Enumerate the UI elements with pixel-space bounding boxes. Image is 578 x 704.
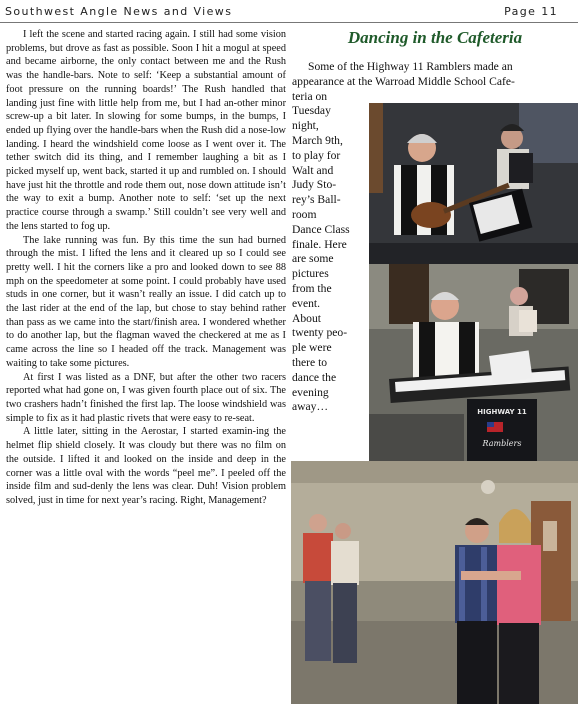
- intro-line: are some: [292, 252, 334, 266]
- paragraph: The lake running was fun. By this time the sun had burned through the mist. I lifted the lens and it cleared up so I could see pretty well. I hit the corners like a pro and looked down to see 88 mph on the speedometer at some point. I could probably have used studs in one corner, but it wasn’t really an issue. I did catch up to the last rider at the end of the lap, but chose to stay behind rather than pass as we came into the start/finish area. I wondered whether to do another lap, but the flagman waved the checkered at me as I came across the line so I headed off the track. Management was waiting to take some pictures.: [6, 234, 286, 369]
- intro-line: Tuesday: [292, 104, 331, 118]
- intro-line: Dance Class: [292, 222, 350, 236]
- intro-line: pictures: [292, 267, 329, 281]
- page-number: Page 11: [504, 5, 558, 18]
- intro-line: there to: [292, 355, 328, 369]
- photo-band-keyboardist: [369, 264, 578, 461]
- photo-dancers: [291, 461, 578, 704]
- banner-text-line1: HIGHWAY 11: [477, 408, 527, 416]
- page-header: [0, 0, 578, 23]
- left-column-article: [6, 28, 286, 508]
- intro-line: ple were: [292, 341, 332, 355]
- paragraph: I left the scene and started racing again. I still had some vision problems, but drove as fast as possible. Soon I hit a mogul at speed and became airborne, the only contact between me and the Rush was the handle-bars. Note to self: ‘Keep a substantial amount of foot pressure on the running boards!’ The Rush handled that landing just fine with little help from me, but I had an-other minor screw-up a bit later. In slowing for some bumps, in the bumps, I ended up flying over the handle-bars when the Rush did a nose-low landing. I heard the windshield come loose as I went over it. The tether switch did its thing, and I remember laughing a bit as I picked myself up, went back, started it up and rumbled on. I should have just hit the throttle and rode them out, nose down attitude isn’t the way to exit a bump. Another note to self: ‘set up the next practice course through a swamp.’ Still couldn’t see very well and the lens started to fog up.: [6, 29, 286, 232]
- photo-band-guitarist: [369, 103, 578, 264]
- intro-line: About: [292, 311, 321, 325]
- intro-line: Walt and: [292, 163, 334, 177]
- intro-line: room: [292, 207, 317, 221]
- intro-line: from the: [292, 281, 332, 295]
- intro-line: event.: [292, 296, 321, 310]
- intro-line: rey’s Ball-: [292, 193, 341, 207]
- intro-line: teria on: [292, 89, 328, 103]
- intro-line: twenty peo-: [292, 326, 348, 340]
- banner-text-line2: Ramblers: [482, 439, 522, 448]
- paragraph: A little later, sitting in the Aerostar, I started examin-ing the helmet flip shield closely. It was cloudy but there was no film on the outside. I lifted it and looked on the inside and deep in the corner was a little oval with the words “peel me”. I peeled off the inside film and sud-denly the lens was clear. Duh! Vision problem solved, just in time for next year’s racing. Right, Management?: [6, 426, 286, 506]
- intro-line: to play for: [292, 148, 341, 162]
- intro-line: Some of the Highway 11 Ramblers made an: [308, 60, 513, 73]
- paragraph: At first I was listed as a DNF, but after the other two racers reported what had gone on, I was given fourth place out of six. The two crashers hadn’t finished the first lap. The loose windshield was simple to fix as it had plastic rivets that were easy to re-seat.: [6, 371, 286, 424]
- intro-line: Judy Sto-: [292, 178, 337, 192]
- publication-title: Southwest Angle News and Views: [5, 5, 233, 18]
- article-headline: Dancing in the Cafeteria: [347, 28, 523, 47]
- photo-dancers-image: [291, 461, 578, 704]
- intro-line: dance the: [292, 370, 337, 384]
- intro-line: appearance at the Warroad Middle School Cafe-: [292, 74, 515, 88]
- photo-band-guitarist-image: [369, 103, 578, 264]
- intro-line: finale. Here: [292, 237, 347, 251]
- intro-line: night,: [292, 119, 319, 133]
- intro-line: away…: [292, 400, 329, 414]
- intro-line: evening: [292, 385, 329, 399]
- photo-band-keyboardist-image: [369, 264, 578, 461]
- intro-line: March 9th,: [292, 133, 343, 147]
